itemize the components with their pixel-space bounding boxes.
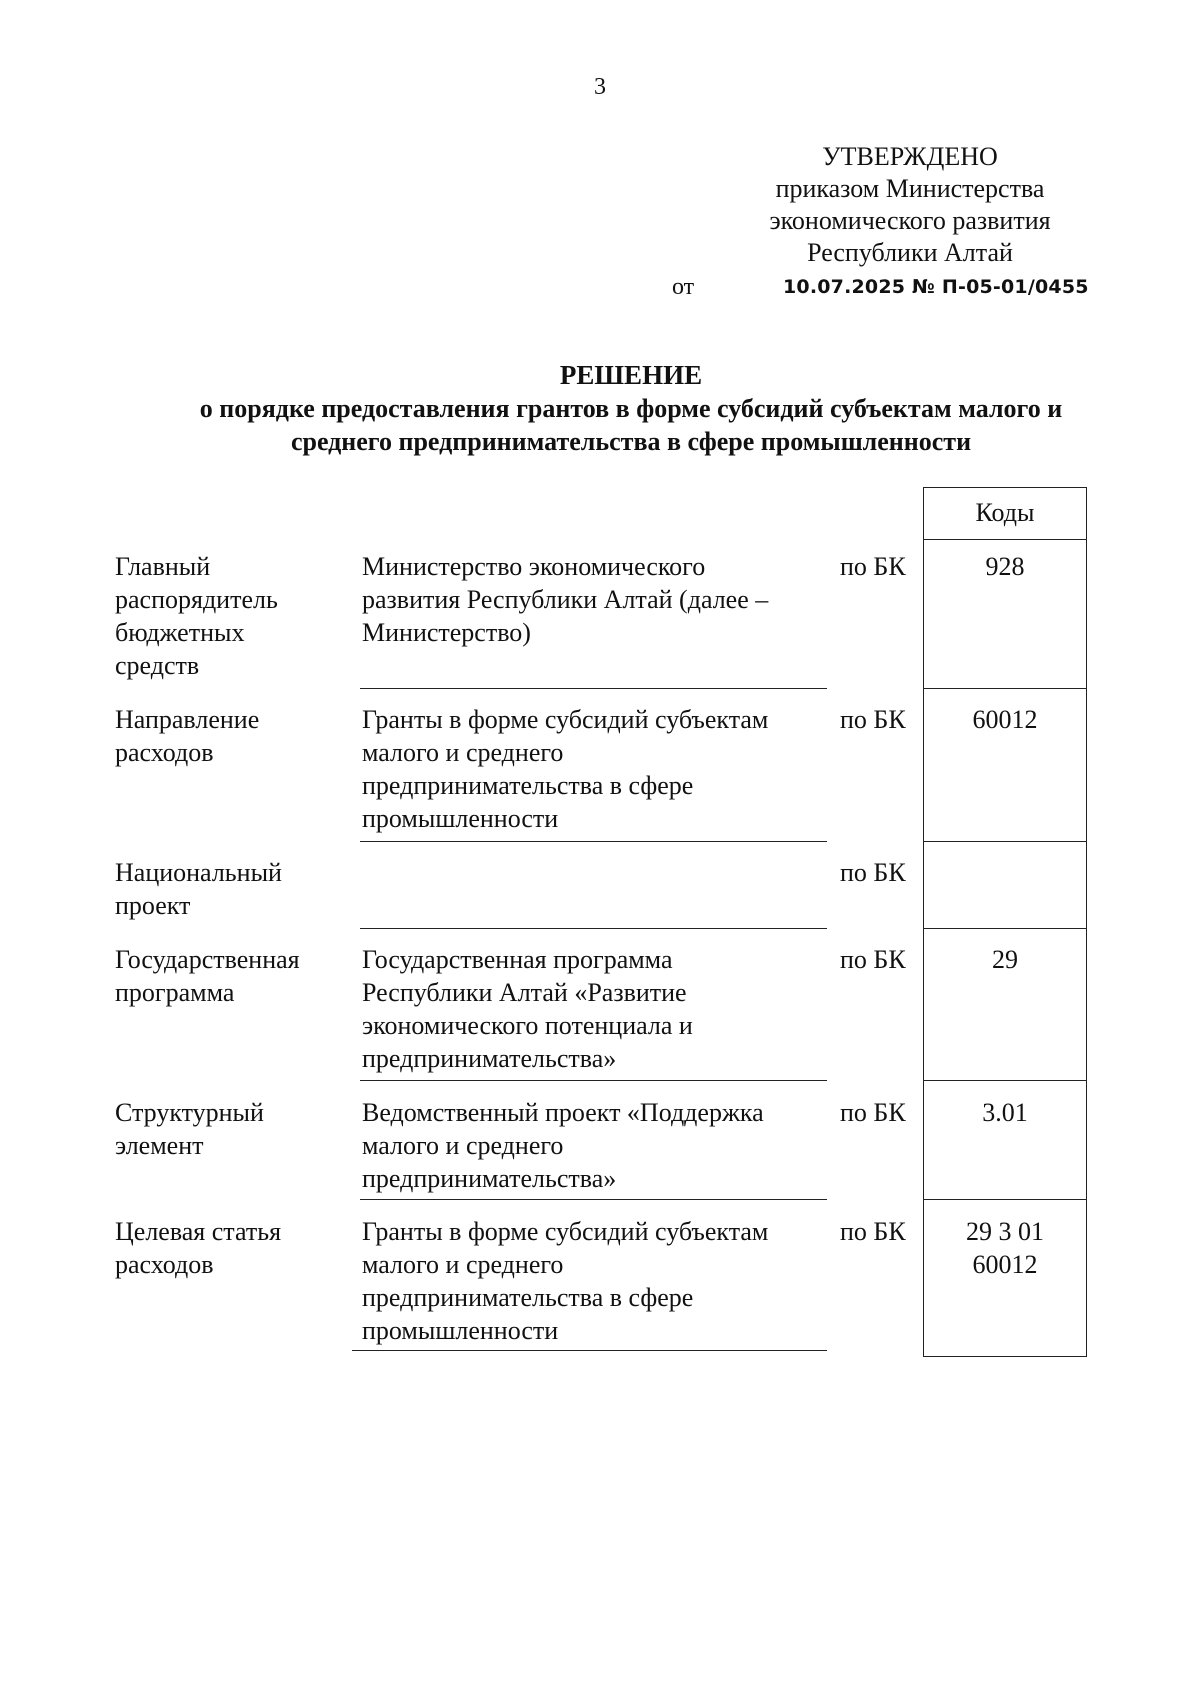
row-label-line: распорядитель — [115, 585, 278, 614]
row-value-line: Ведомственный проект «Поддержка — [362, 1098, 764, 1127]
row-underline — [360, 688, 827, 689]
approval-line-1: приказом Министерства — [775, 174, 1045, 203]
row-code — [923, 943, 1087, 976]
row-basis: по БК — [840, 705, 906, 734]
row-value-line: Гранты в форме субсидий субъектам — [362, 705, 769, 734]
document-subtitle — [100, 392, 1162, 458]
row-underline — [360, 1199, 827, 1200]
row-code — [923, 703, 1087, 736]
row-label-line: средств — [115, 651, 200, 680]
row-code — [923, 1096, 1087, 1129]
row-basis: по БК — [840, 1217, 906, 1246]
row-value-line: Гранты в форме субсидий субъектам — [362, 1217, 769, 1246]
row-basis: по БК — [840, 945, 906, 974]
row-code-line: 60012 — [972, 1250, 1038, 1279]
row-label-line: Государственная — [115, 945, 300, 974]
approval-heading: УТВЕРЖДЕНО — [822, 142, 998, 171]
row-code-line: 928 — [985, 552, 1025, 581]
row-label-line: проект — [115, 891, 191, 920]
document-title: РЕШЕНИЕ — [559, 360, 703, 390]
row-value-line: Министерство экономического — [362, 552, 706, 581]
row-value-line: Республики Алтай «Развитие — [362, 978, 687, 1007]
row-value-line: промышленности — [362, 1316, 559, 1345]
row-value-line: экономического потенциала и — [362, 1011, 693, 1040]
approval-date-number: 10.07.2025 № П-05-01/0455 — [783, 276, 1089, 298]
row-label-line: Структурный — [115, 1098, 264, 1127]
row-code-line: 3.01 — [982, 1098, 1028, 1127]
codes-header: Коды — [975, 498, 1035, 527]
row-value — [362, 1096, 827, 1195]
row-underline — [352, 1350, 827, 1351]
row-value-line: Министерство) — [362, 618, 531, 647]
row-label-line: бюджетных — [115, 618, 245, 647]
row-label — [115, 1096, 345, 1162]
row-value-line: промышленности — [362, 804, 559, 833]
subtitle-line-2: среднего предпринимательства в сфере промышленности — [290, 427, 972, 456]
codes-row-divider — [923, 928, 1087, 929]
row-code-line: 29 — [992, 945, 1018, 974]
codes-row-divider — [923, 1199, 1087, 1200]
codes-header-divider — [923, 539, 1087, 540]
row-label — [115, 856, 345, 922]
row-label — [115, 550, 345, 682]
row-basis: по БК — [840, 858, 906, 887]
row-label-line: программа — [115, 978, 235, 1007]
page-number: 3 — [594, 74, 606, 100]
row-value-line: малого и среднего — [362, 1250, 564, 1279]
row-code — [923, 550, 1087, 583]
row-code-line: 60012 — [972, 705, 1038, 734]
row-label-line: расходов — [115, 738, 214, 767]
row-value-line: предпринимательства в сфере — [362, 771, 694, 800]
row-label-line: расходов — [115, 1250, 214, 1279]
row-label-line: Главный — [115, 552, 211, 581]
row-value-line: развития Республики Алтай (далее – — [362, 585, 769, 614]
approval-line-3: Республики Алтай — [807, 238, 1013, 267]
row-basis: по БК — [840, 1098, 906, 1127]
row-value-line: предпринимательства в сфере — [362, 1283, 694, 1312]
approval-stamp — [680, 141, 1140, 269]
row-value-line: малого и среднего — [362, 1131, 564, 1160]
row-label-line: Национальный — [115, 858, 282, 887]
subtitle-line-1: о порядке предоставления грантов в форме субсидий субъектам малого и — [199, 394, 1063, 423]
row-value — [362, 1215, 827, 1347]
row-underline — [360, 1080, 827, 1081]
row-code-line: 29 3 01 — [966, 1217, 1044, 1246]
approval-date-prefix: от — [672, 274, 695, 300]
row-value — [362, 943, 827, 1075]
codes-row-divider — [923, 1080, 1087, 1081]
row-value — [362, 703, 827, 835]
row-value — [362, 550, 827, 649]
row-value-line: предпринимательства» — [362, 1164, 617, 1193]
row-label — [115, 943, 345, 1009]
row-label — [115, 1215, 345, 1281]
row-label — [115, 703, 345, 769]
row-value-line: Государственная программа — [362, 945, 673, 974]
row-underline — [360, 928, 827, 929]
row-underline — [360, 841, 827, 842]
row-label-line: элемент — [115, 1131, 204, 1160]
approval-line-2: экономического развития — [769, 206, 1051, 235]
row-label-line: Целевая статья — [115, 1217, 282, 1246]
row-value-line: малого и среднего — [362, 738, 564, 767]
row-value-line: предпринимательства» — [362, 1044, 617, 1073]
row-basis: по БК — [840, 552, 906, 581]
row-label-line: Направление — [115, 705, 260, 734]
codes-row-divider — [923, 688, 1087, 689]
row-code — [923, 1215, 1087, 1281]
codes-row-divider — [923, 841, 1087, 842]
